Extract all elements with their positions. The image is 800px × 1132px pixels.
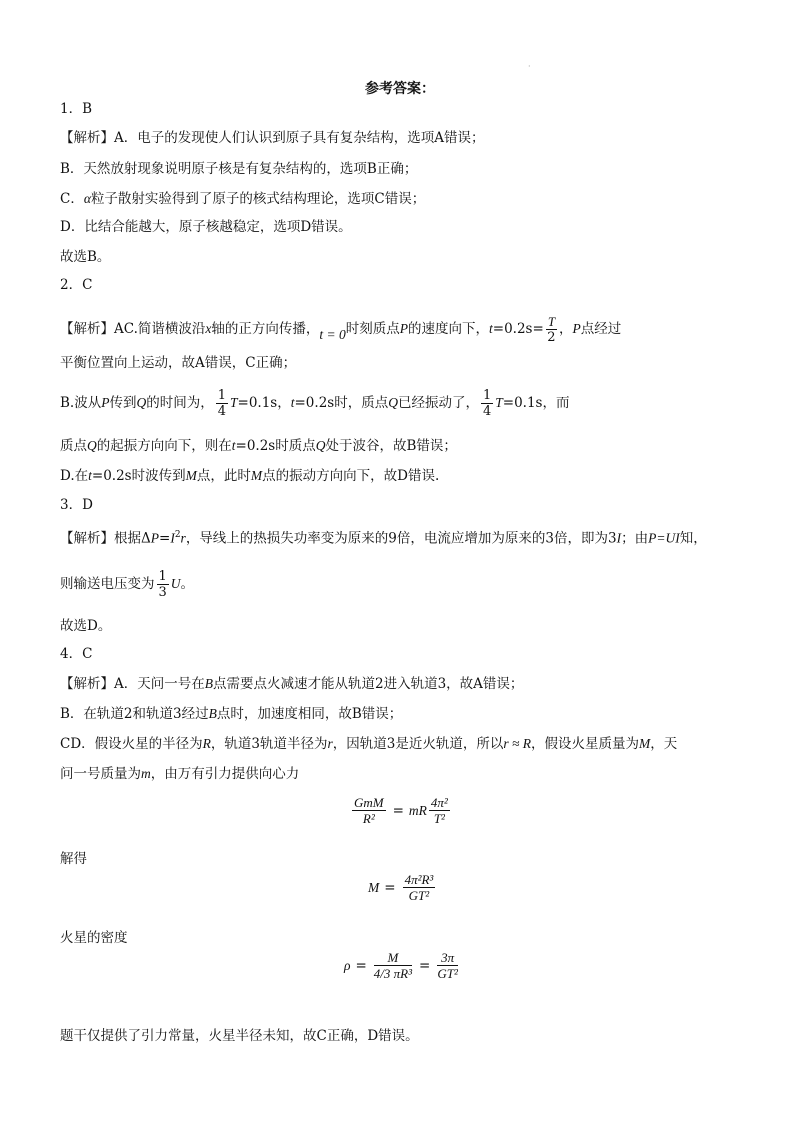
q4-analysis-cd-cont: 问一号质量为m，由万有引力提供向心力 <box>60 766 300 782</box>
page-title: 参考答案： <box>365 81 435 97</box>
scan-dot: · <box>528 62 531 71</box>
q2-analysis-ac-cont: 平衡位置向上运动，故A错误，C正确； <box>60 355 297 371</box>
q3-answer: 3．D <box>60 497 93 513</box>
solve-label: 解得 <box>60 851 87 867</box>
q1-conclusion: 故选B。 <box>60 249 111 265</box>
q2-analysis-b: B.波从P传到Q的时间为， $\frac{1}{4}$ T=0.1s，t=0.2s时，质点Q已经振动了， $\frac{1}{4}$ T=0.1s，而 <box>60 388 570 419</box>
equation-gravity: $\frac{\text{GmM}}{\text{R²}}$ = mR $\frac{\text{4π²}}{\text{T²}}$ <box>354 795 448 826</box>
q2-analysis-d: D.在t=0.2s时波传到M点，此时M点的振动方向向下，故D错误. <box>60 468 440 484</box>
density-label: 火星的密度 <box>60 930 128 946</box>
q1-analysis-c: C．α粒子散射实验得到了原子的核式结构理论，选项C错误； <box>60 191 426 207</box>
q3-analysis: 【解析】根据$\Delta P=I^2r$，导线上的热损失功率变为原来的9倍，电流应增加为原来的3倍，即为3I；由P=UI知， <box>60 530 707 547</box>
q2-answer: 2．C <box>60 277 93 293</box>
q4-answer: 4．C <box>60 646 93 662</box>
q1-analysis-d: D．比结合能越大，原子核越稳定，选项D错误。 <box>60 219 352 235</box>
frac-t-over-2: $\frac{T}{2}$ <box>547 314 556 345</box>
equation-mass: M = $\frac{\text{4π²R³}}{\text{GT²}}$ <box>368 872 434 903</box>
q4-analysis-b: B．在轨道2和轨道3经过B点时，加速度相同，故B错误； <box>60 706 403 722</box>
q4-analysis-cd: CD．假设火星的半径为R，轨道3轨道半径为r，因轨道3是近火轨道，所以r ≈ R，假设火星质量为M，天 <box>60 736 678 752</box>
q2-analysis-ac: 【解析】AC.简谐横波沿x轴的正方向传播，t = 0时刻质点P的速度向下，t=0.2s= $\frac{T}{2}$ ，P点经过 <box>60 314 622 345</box>
equation-density: ρ = $\frac{M}{\text{4/3 πR³}}$ = $\frac{3\pi}{\text{GT²}}$ <box>344 950 458 981</box>
alpha-symbol: α <box>83 191 91 206</box>
q4-analysis-a: 【解析】A．天问一号在B点需要点火减速才能从轨道2进入轨道3，故A错误； <box>60 676 524 692</box>
q3-analysis-cont: 则输送电压变为 $\frac{1}{3}$ U。 <box>60 569 195 600</box>
q2-analysis-b-cont: 质点Q的起振方向向下，则在t=0.2s时质点Q处于波谷，故B错误； <box>60 438 457 454</box>
frac-1-over-4-b: $\frac{1}{4}$ <box>482 388 492 419</box>
q3-conclusion: 故选D。 <box>60 618 112 634</box>
q1-analysis-a: 【解析】A．电子的发现使人们认识到原子具有复杂结构，选项A错误； <box>60 130 485 146</box>
frac-1-over-3: $\frac{1}{3}$ <box>158 569 167 600</box>
q1-answer: 1．B <box>60 101 93 117</box>
q4-conclusion: 题干仅提供了引力常量，火星半径未知，故C正确，D错误。 <box>60 1028 419 1044</box>
q1-analysis-b: B．天然放射现象说明原子核是有复杂结构的，选项B正确； <box>60 161 418 177</box>
frac-1-over-4: $\frac{1}{4}$ <box>217 388 226 419</box>
